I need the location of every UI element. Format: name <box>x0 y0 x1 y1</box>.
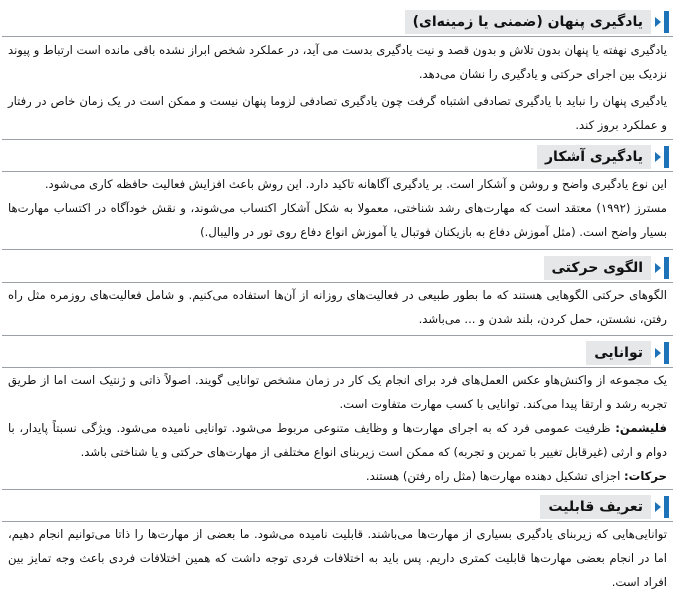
labeled-paragraph-fleishman <box>8 416 667 464</box>
paragraph: توانایی‌هایی که زیربنای یادگیری بسیاری از مهارت‌ها می‌باشند. قابلیت نامیده می‌شود. ما بعضی از مهارت‌ها را ذاتا می‌توانیم انجام دهیم، اما در انجام بعضی مهارت‌ها قابلیت کمتری داریم. پس باید به اختلافات فردی توجه داشت که همین اختلافات فردی باعث وجه تمایز بین افراد است. <box>8 527 667 589</box>
header-accent-bar <box>664 257 669 279</box>
section-header-capability <box>540 495 669 519</box>
paragraph: یادگیری پنهان را نباید با یادگیری تصادفی اشتباه گرفت چون یادگیری تصادفی لزوما پنهان نیست و ممکن است در یک زمان خاص در رفتار و عملکرد بروز کند. <box>8 94 667 132</box>
section-header-latent-learning <box>405 10 669 34</box>
divider <box>2 335 673 336</box>
chevron-icon <box>655 502 661 512</box>
paragraph: این نوع یادگیری واضح و روشن و آشکار است. بر یادگیری آگاهانه تاکید دارد. این روش باعث افزایش فعالیت حافظه کاری می‌شود. <box>44 177 667 191</box>
section-header-ability <box>586 341 669 365</box>
paragraph: مسترز (۱۹۹۲) معتقد است که مهارت‌های رشد شناختی، معمولا به شکل آشکار اکتساب می‌شوند، و نقش خودآگاه در اکتساب مهارت‌ها بسیار واضح است. (مثل آموزش دفاع به بازیکنان فوتبال یا آموزش انواع دفاع روی تور در والیبال.) <box>8 201 667 239</box>
section-title: توانایی <box>586 341 651 365</box>
section-header-motor-pattern <box>544 256 670 280</box>
divider <box>2 489 673 490</box>
paragraph: یادگیری نهفته یا پنهان بدون تلاش و بدون قصد و نیت یادگیری بدست می آید، در عملکرد شخص ابراز نشده باقی مانده است ارتباط و پیوند نزدیک بین اجرای حرکتی و یادگیری را نشان می‌دهد. <box>8 43 667 81</box>
paragraph: یک مجموعه از واکنش‌هاو عکس العمل‌های فرد برای انجام یک کار در زمان مشخص توانایی گویند. اصولاً ذاتی و ژنتیک است اما از طریق تجربه رشد و ارتقا پیدا می‌کند. توانایی با کسب مهارت متفاوت است. <box>8 373 667 411</box>
paragraph: الگوهای حرکتی الگوهایی هستند که ما بطور طبیعی در فعالیت‌های روزانه از آن‌ها استفاده می‌کنیم. و شامل فعالیت‌های روزمره مثل راه رفتن، نشستن، حمل کردن، بلند شدن و ... می‌باشد. <box>8 288 667 326</box>
chevron-icon <box>655 152 661 162</box>
paragraph-label: حرکات: <box>624 469 667 483</box>
divider <box>2 139 673 140</box>
chevron-icon <box>655 263 661 273</box>
section-header-explicit-learning <box>537 145 669 169</box>
header-accent-bar <box>664 342 669 364</box>
paragraph-text: ظرفیت عمومی فرد که به اجرای مهارت‌ها و وظایف متنوعی مربوط می‌شود. توانایی نامیده می‌شود. ویژگی نسبتاً پایدار، با دوام و ارثی (غیرقابل تغییر با تمرین و تجربه) که ممکن است زیربنای انواع مختلفی از مهارت‌های حرکتی و یا شناختی باشد. <box>8 421 667 459</box>
header-accent-bar <box>664 146 669 168</box>
header-accent-bar <box>664 11 669 33</box>
section-title: الگوی حرکتی <box>544 256 652 280</box>
divider <box>2 36 673 37</box>
chevron-icon <box>655 348 661 358</box>
paragraph-text: اجزای تشکیل دهنده مهارت‌ها (مثل راه رفتن) هستند. <box>365 469 625 483</box>
labeled-paragraph-movements <box>8 464 667 488</box>
section-title: یادگیری پنهان (ضمنی یا زمینه‌ای) <box>405 10 651 34</box>
divider <box>2 249 673 250</box>
paragraph-label: فلیشمن: <box>615 421 667 435</box>
header-accent-bar <box>664 496 669 518</box>
chevron-icon <box>655 17 661 27</box>
section-title: یادگیری آشکار <box>537 145 651 169</box>
section-title: تعریف قابلیت <box>540 495 651 519</box>
